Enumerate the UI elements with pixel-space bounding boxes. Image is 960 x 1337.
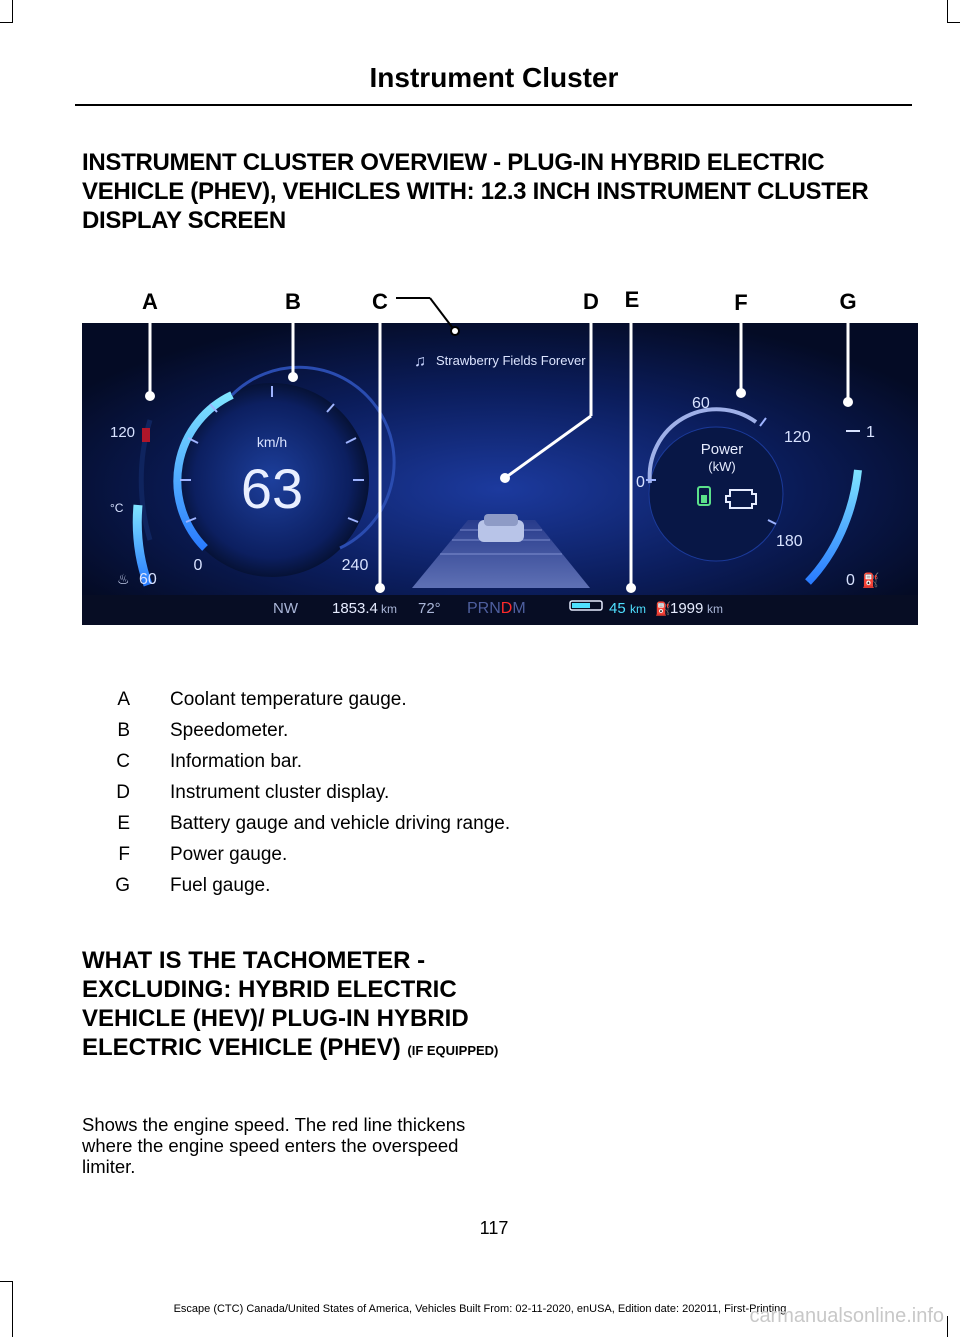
tachometer-description: Shows the engine speed. The red line thickens where the engine speed enters the overspeed limiter.: [82, 1114, 466, 1177]
subsection-title-text: WHAT IS THE TACHOMETER - EXCLUDING: HYBRID ELECTRIC VEHICLE (HEV)/ PLUG-IN HYBRID ELECTRIC VEHICLE (PHEV): [82, 947, 469, 1061]
legend-text: Power gauge.: [170, 843, 288, 865]
instrument-cluster-figure: [0, 0, 960, 640]
speed-value: 63: [240, 457, 304, 520]
coolant-icon: ♨: [117, 571, 130, 587]
legend-key: G: [115, 874, 130, 896]
page-footer: Escape (CTC) Canada/United States of America, Vehicles Built From: 02-11-2020, enUSA, Edition date: 202011, First-Printing: [173, 1303, 787, 1315]
callout-A: A: [142, 289, 158, 314]
power-tick-180: 180: [776, 533, 803, 550]
callout-G: G: [839, 289, 857, 314]
subsection-title: [82, 946, 502, 1065]
legend-key: B: [117, 719, 130, 741]
page-number: 117: [479, 1218, 509, 1238]
callout-legend: [82, 684, 682, 901]
legend-key: A: [117, 688, 130, 710]
legend-key: F: [118, 843, 130, 865]
fuel-full-label: 1: [866, 424, 875, 441]
legend-row: [82, 777, 682, 808]
legend-text: Information bar.: [170, 750, 303, 772]
ev-range-unit: km: [630, 602, 646, 616]
legend-key: E: [117, 812, 130, 834]
speed-min-label: 0: [193, 557, 203, 574]
callout-D: D: [583, 289, 599, 314]
fuel-range-unit: km: [707, 602, 723, 616]
fuel-empty-label: 0: [846, 572, 855, 589]
compass-heading: NW: [273, 600, 298, 617]
legend-text: Fuel gauge.: [170, 874, 271, 896]
callout-B: B: [285, 289, 301, 314]
music-note-icon: ♫: [414, 353, 426, 370]
vehicle-icon: [478, 514, 524, 542]
legend-text: Instrument cluster display.: [170, 781, 390, 803]
ev-range-value: 45: [609, 600, 626, 617]
legend-text: Battery gauge and vehicle driving range.: [170, 812, 511, 834]
callout-C: C: [372, 289, 388, 314]
speed-unit: km/h: [256, 434, 288, 450]
fuel-range-icon: ⛽: [655, 601, 672, 616]
outside-temperature: 72°: [418, 600, 441, 617]
legend-row: [82, 746, 682, 777]
gear-m: M: [512, 600, 526, 617]
callout-E: E: [624, 287, 640, 312]
page-header-title: Instrument Cluster: [369, 62, 619, 93]
power-tick-120: 120: [784, 429, 811, 446]
crop-mark: [947, 1316, 948, 1337]
legend-row: [82, 839, 682, 870]
song-title: Strawberry Fields Forever: [436, 353, 586, 368]
legend-key: C: [116, 750, 130, 772]
legend-row: [82, 715, 682, 746]
gear-active: D: [500, 600, 513, 617]
callout-F: F: [734, 290, 748, 315]
coolant-high-label: 120: [110, 424, 136, 441]
legend-row: [82, 870, 682, 901]
crop-mark: [0, 1281, 13, 1282]
legend-key: D: [116, 781, 130, 803]
fuel-range-value: 1999: [670, 600, 704, 617]
power-label: Power: [700, 441, 744, 458]
power-tick-60: 60: [692, 395, 710, 412]
power-tick-0: 0: [636, 474, 645, 491]
legend-row: [82, 684, 682, 715]
legend-text: Coolant temperature gauge.: [170, 688, 407, 710]
coolant-unit-label: °C: [110, 501, 124, 515]
odometer-unit: km: [381, 602, 397, 616]
information-bar: [273, 600, 723, 617]
coolant-low-label: 60: [139, 571, 157, 588]
fuel-pump-icon: ⛽: [862, 572, 880, 588]
odometer-value: 1853.4: [332, 600, 378, 617]
watermark: carmanualsonline.info: [749, 1305, 944, 1327]
speed-max-label: 240: [341, 557, 369, 574]
section-title: INSTRUMENT CLUSTER OVERVIEW - PLUG-IN HYBRID ELECTRIC VEHICLE (PHEV), VEHICLES WITH: 12.3 INCH INSTRUMENT CLUSTER DISPLAY SCREEN: [82, 149, 869, 234]
power-unit: (kW): [708, 459, 736, 474]
gear-prn: PRN: [467, 600, 501, 617]
legend-text: Speedometer.: [170, 719, 289, 741]
legend-row: [82, 808, 682, 839]
gear-indicator: [467, 600, 526, 617]
callout-letters: [142, 287, 857, 315]
subsection-note: (IF EQUIPPED): [407, 1043, 499, 1058]
